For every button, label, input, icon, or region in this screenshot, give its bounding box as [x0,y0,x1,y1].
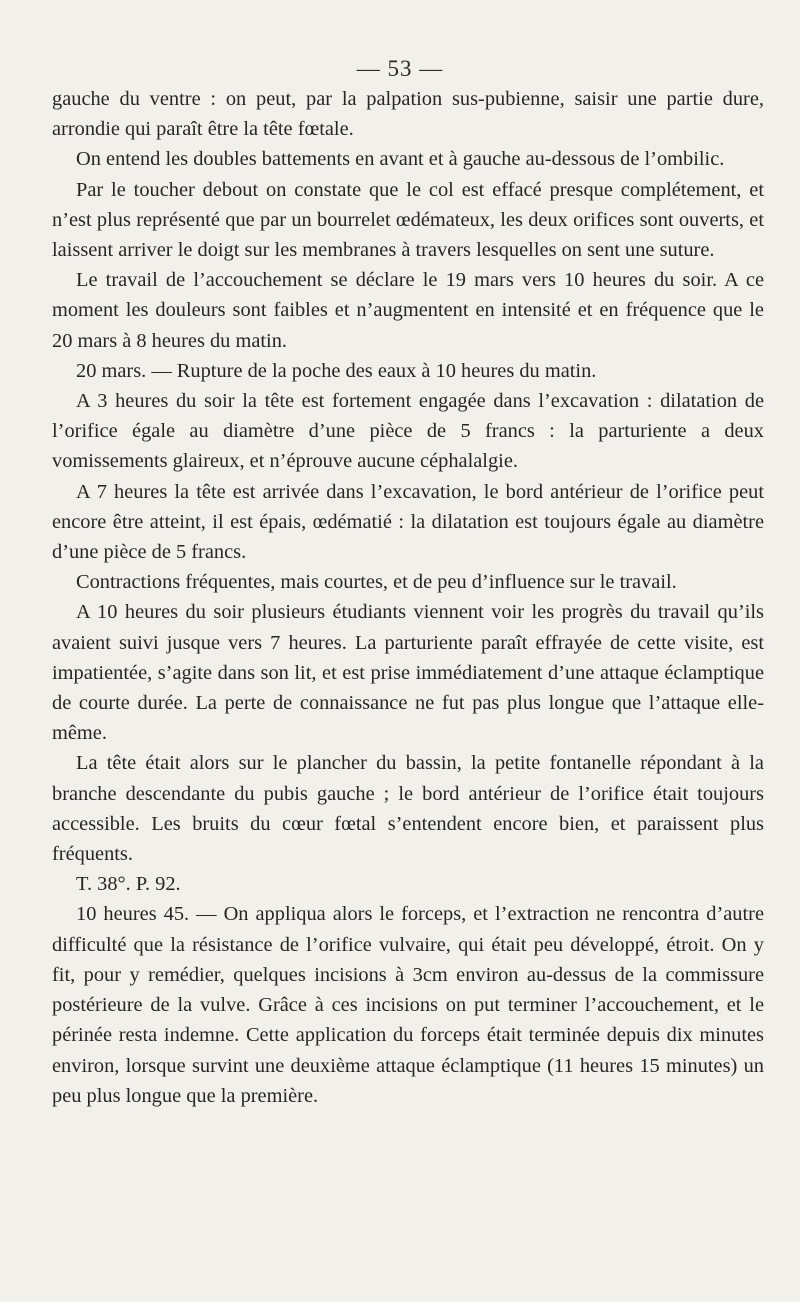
paragraph: 10 heures 45. — On appliqua alors le forceps, et l’extraction ne rencontra d’autre difficulté que la résistance de l’orifice vulvaire, qui était peu développé, étroit. On y fit, pour y remédier, quelques incisions à 3cm environ au-dessus de la commissure postérieure de la vulve. Grâce à ces incisions on put terminer l’accouchement, et le périnée resta indemne. Cette application du forceps était terminée depuis dix minutes environ, lorsque survint une deuxième attaque éclamptique (11 heures 15 minutes) un peu plus longue que la première. [52,903,764,1107]
paragraph: A 10 heures du soir plusieurs étudiants viennent voir les progrès du travail qu’ils avaient suivi jusque vers 7 heures. La parturiente paraît effrayée de cette visite, est impatientée, s’agite dans son lit, et est prise immédiatement d’une attaque éclamptique de courte durée. La perte de connaissance ne fut pas plus longue que l’attaque elle-même. [52,601,764,745]
paragraph: Contractions fréquentes, mais courtes, et de peu d’influence sur le travail. [76,571,677,594]
page-number: — 53 — [356,56,444,81]
paragraph: Par le toucher debout on constate que le col est effacé presque complétement, et n’est plus représenté que par un bourrelet œdémateux, les deux orifices sont ouverts, et laissent arriver le doigt sur les membranes à travers lesquelles on sent une suture. [52,178,764,262]
paragraph: La tête était alors sur le plancher du bassin, la petite fontanelle répondant à la branche descendante du pubis gauche ; le bord antérieur de l’orifice était toujours accessible. Les bruits du cœur fœtal s’entendent encore bien, et paraissent plus fréquents. [52,752,764,866]
paragraph: T. 38°. P. 92. [76,873,181,896]
paragraph: A 3 heures du soir la tête est fortement engagée dans l’excavation : dilatation de l’orifice égale au diamètre d’une pièce de 5 francs : la parturiente a deux vomissements glaireux, et n’éprouve aucune céphalalgie. [52,390,764,473]
body-text [52,84,764,1111]
paragraph: gauche du ventre : on peut, par la palpation sus-pubienne, saisir une partie dure, arrondie qui paraît être la tête fœtale. [52,88,764,141]
paragraph: On entend les doubles battements en avant et à gauche au-dessous de l’ombilic. [76,148,725,171]
paragraph: A 7 heures la tête est arrivée dans l’excavation, le bord antérieur de l’orifice peut encore être atteint, il est épais, œdématié : la dilatation est toujours égale au diamètre d’une pièce de 5 francs. [52,480,764,564]
paragraph: 20 mars. — Rupture de la poche des eaux à 10 heures du matin. [76,359,597,382]
paragraph: Le travail de l’accouchement se déclare le 19 mars vers 10 heures du soir. A ce moment les douleurs sont faibles et n’augmentent en intensité et en fréquence que le 20 mars à 8 heures du matin. [52,269,764,352]
